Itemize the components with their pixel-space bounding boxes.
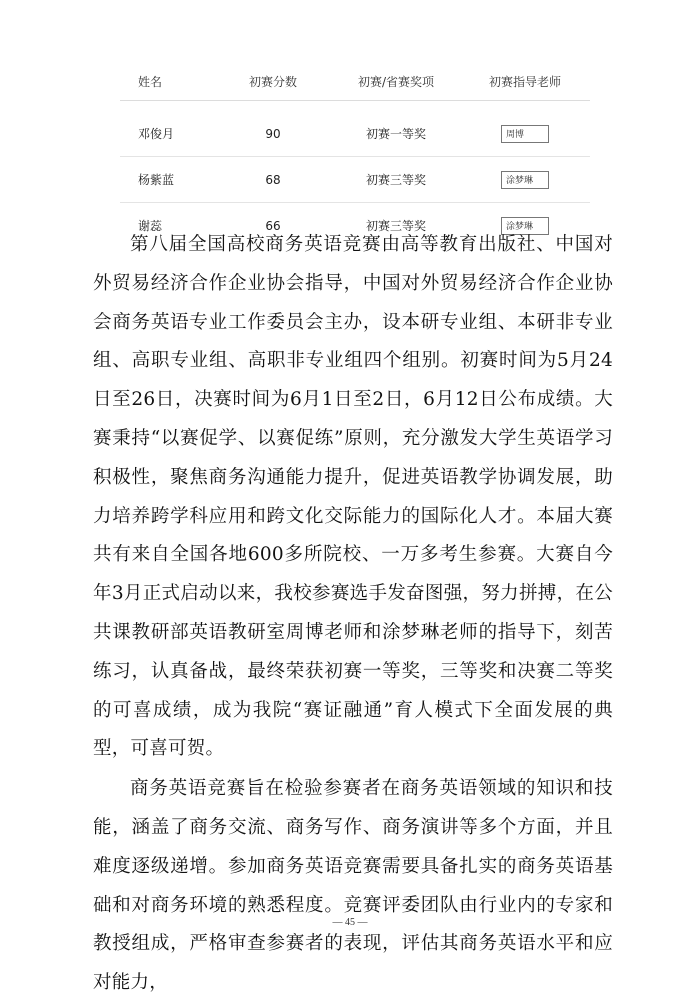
- results-table: [120, 62, 590, 248]
- table-row: [120, 111, 590, 157]
- student-score: 90: [265, 126, 281, 141]
- table-header: [120, 62, 590, 101]
- student-award: 初赛一等奖: [365, 127, 426, 141]
- teacher-name-box: 周博: [501, 125, 549, 143]
- student-award: 初赛三等奖: [365, 219, 426, 233]
- paragraph: 商务英语竞赛旨在检验参赛者在商务英语领域的知识和技能，涵盖了商务交流、商务写作、商务演讲等多个方面，并且难度逐级递增。参加商务英语竞赛需要具备扎实的商务英语基础和对商务环境的熟悉程度。竞赛评委团队由行业内的专家和教授组成，严格审查参赛者的表现，评估其商务英语水平和应对能力，: [93, 778, 613, 994]
- student-award: 初赛三等奖: [365, 173, 426, 187]
- teacher-name-box: 涂梦琳: [501, 217, 549, 235]
- student-name: 谢蕊: [138, 219, 163, 233]
- teacher-cell: [460, 125, 590, 143]
- student-score: 66: [265, 218, 281, 233]
- page-number: — 45 —: [332, 917, 368, 928]
- teacher-cell: [460, 171, 590, 189]
- table-row: [120, 157, 590, 203]
- student-name: 杨紫蓝: [138, 173, 175, 187]
- header-award: 初赛/省赛奖项: [357, 74, 435, 89]
- header-name: 姓名: [138, 74, 163, 89]
- student-score: 68: [265, 172, 281, 187]
- header-score: 初赛分数: [248, 74, 297, 89]
- teacher-name-box: 涂梦琳: [501, 171, 549, 189]
- header-teacher: 初赛指导老师: [488, 74, 561, 89]
- paragraph: 第八届全国高校商务英语竞赛由高等教育出版社、中国对外贸易经济合作企业协会指导，中国对外贸易经济合作企业协会商务英语专业工作委员会主办，设本研专业组、本研非专业组、高职专业组、高职非专业组四个组别。初赛时间为5月24日至26日，决赛时间为6月1日至2日，6月12日公布成绩。大赛秉持“以赛促学、以赛促练”原则，充分激发大学生英语学习积极性，聚焦商务沟通能力提升，促进英语教学协调发展，助力培养跨学科应用和跨文化交际能力的国际化人才。本届大赛共有来自全国各地600多所院校、一万多考生参赛。大赛自今年3月正式启动以来，我校参赛选手发奋图强，努力拼搏，在公共课教研部英语教研室周博老师和涂梦琳老师的指导下，刻苦练习，认真备战，最终荣获初赛一等奖，三等奖和决赛二等奖的可喜成绩，成为我院“赛证融通”育人模式下全面发展的典型，可喜可贺。: [93, 234, 613, 760]
- student-name: 邓俊月: [138, 127, 175, 141]
- article-body: [93, 226, 613, 1003]
